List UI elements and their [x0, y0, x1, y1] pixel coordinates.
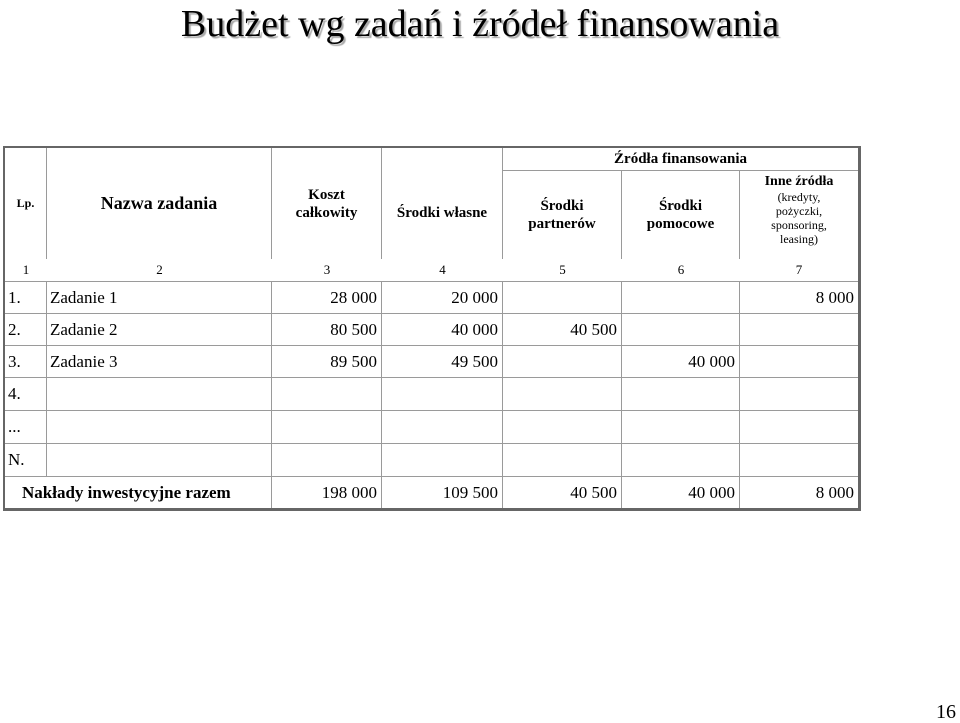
row-other-sources: [740, 411, 858, 444]
column-number: 3: [272, 259, 382, 282]
header-other-sources-line2: pożyczki,: [775, 204, 823, 218]
header-other-sources-title: Inne źródła: [764, 174, 834, 189]
header-total-cost-line1: Koszt: [308, 186, 345, 203]
header-funding-sources: Źródła finansowania: [503, 148, 858, 171]
row-own-funds: [382, 411, 503, 444]
header-partner-funds-line1: Środki: [540, 198, 584, 214]
row-aid-funds: [622, 444, 740, 477]
row-task-name: Zadanie 3: [47, 346, 272, 378]
row-task-name: [47, 378, 272, 411]
row-lp: 2.: [5, 314, 47, 346]
total-own-funds: 109 500: [382, 477, 503, 508]
row-aid-funds: [622, 314, 740, 346]
row-other-sources: [740, 444, 858, 477]
row-aid-funds: [622, 411, 740, 444]
header-aid-funds: [622, 171, 740, 259]
header-other-sources-line4: leasing): [780, 232, 818, 246]
total-label: Nakłady inwestycyjne razem: [5, 477, 272, 508]
row-total-cost: [272, 411, 382, 444]
row-partner-funds: [503, 378, 622, 411]
table-row: [5, 346, 858, 378]
row-lp: 3.: [5, 346, 47, 378]
row-other-sources: [740, 378, 858, 411]
row-total-cost: 80 500: [272, 314, 382, 346]
row-aid-funds: [622, 282, 740, 314]
header-aid-funds-line1: Środki: [658, 198, 703, 214]
column-number: 6: [622, 259, 740, 282]
row-other-sources: [740, 314, 858, 346]
header-aid-funds-line2: pomocowe: [646, 216, 715, 232]
row-own-funds: [382, 378, 503, 411]
row-partner-funds: [503, 411, 622, 444]
column-number: 5: [503, 259, 622, 282]
header-own-funds: Środki własne: [382, 148, 503, 259]
row-total-cost: 28 000: [272, 282, 382, 314]
header-other-sources-line3: sponsoring,: [771, 218, 827, 232]
table-row: [5, 378, 858, 411]
header-other-sources: [740, 171, 858, 259]
table-row: [5, 411, 858, 444]
table-row: [5, 314, 858, 346]
total-aid-funds: 40 000: [622, 477, 740, 508]
budget-table: [3, 146, 861, 511]
header-total-cost-line2: całkowity: [295, 204, 358, 221]
row-task-name: [47, 444, 272, 477]
total-row: [5, 477, 858, 508]
header-lp: Lp.: [5, 148, 47, 259]
row-task-name: Zadanie 1: [47, 282, 272, 314]
page-number: 16: [936, 701, 956, 723]
row-total-cost: 89 500: [272, 346, 382, 378]
column-number: 1: [5, 259, 47, 282]
row-own-funds: 49 500: [382, 346, 503, 378]
row-lp: N.: [5, 444, 47, 477]
header-total-cost: [272, 148, 382, 259]
column-number: 7: [740, 259, 858, 282]
row-own-funds: 40 000: [382, 314, 503, 346]
header-partner-funds: [503, 171, 622, 259]
row-partner-funds: [503, 282, 622, 314]
row-aid-funds: 40 000: [622, 346, 740, 378]
row-lp: 1.: [5, 282, 47, 314]
table-row: [5, 282, 858, 314]
row-partner-funds: [503, 346, 622, 378]
row-partner-funds: 40 500: [503, 314, 622, 346]
row-other-sources: [740, 346, 858, 378]
row-aid-funds: [622, 378, 740, 411]
row-lp: 4.: [5, 378, 47, 411]
header-task-name: Nazwa zadania: [47, 148, 272, 259]
row-total-cost: [272, 444, 382, 477]
total-other-sources: 8 000: [815, 482, 855, 502]
row-task-name: Zadanie 2: [47, 314, 272, 346]
column-number: 4: [382, 259, 503, 282]
row-lp: ...: [5, 411, 47, 444]
row-task-name: [47, 411, 272, 444]
row-own-funds: 20 000: [382, 282, 503, 314]
slide-title: Budżet wg zadań i źródeł finansowania: [180, 3, 780, 45]
row-partner-funds: [503, 444, 622, 477]
column-number: 2: [47, 259, 272, 282]
total-partner-funds: 40 500: [503, 477, 622, 508]
total-cost-sum: 198 000: [272, 477, 382, 508]
header-other-sources-line1: (kredyty,: [777, 190, 821, 204]
row-total-cost: [272, 378, 382, 411]
header-partner-funds-line2: partnerów: [528, 216, 596, 232]
table-row: [5, 444, 858, 477]
row-other-sources: 8 000: [740, 282, 858, 314]
row-own-funds: [382, 444, 503, 477]
